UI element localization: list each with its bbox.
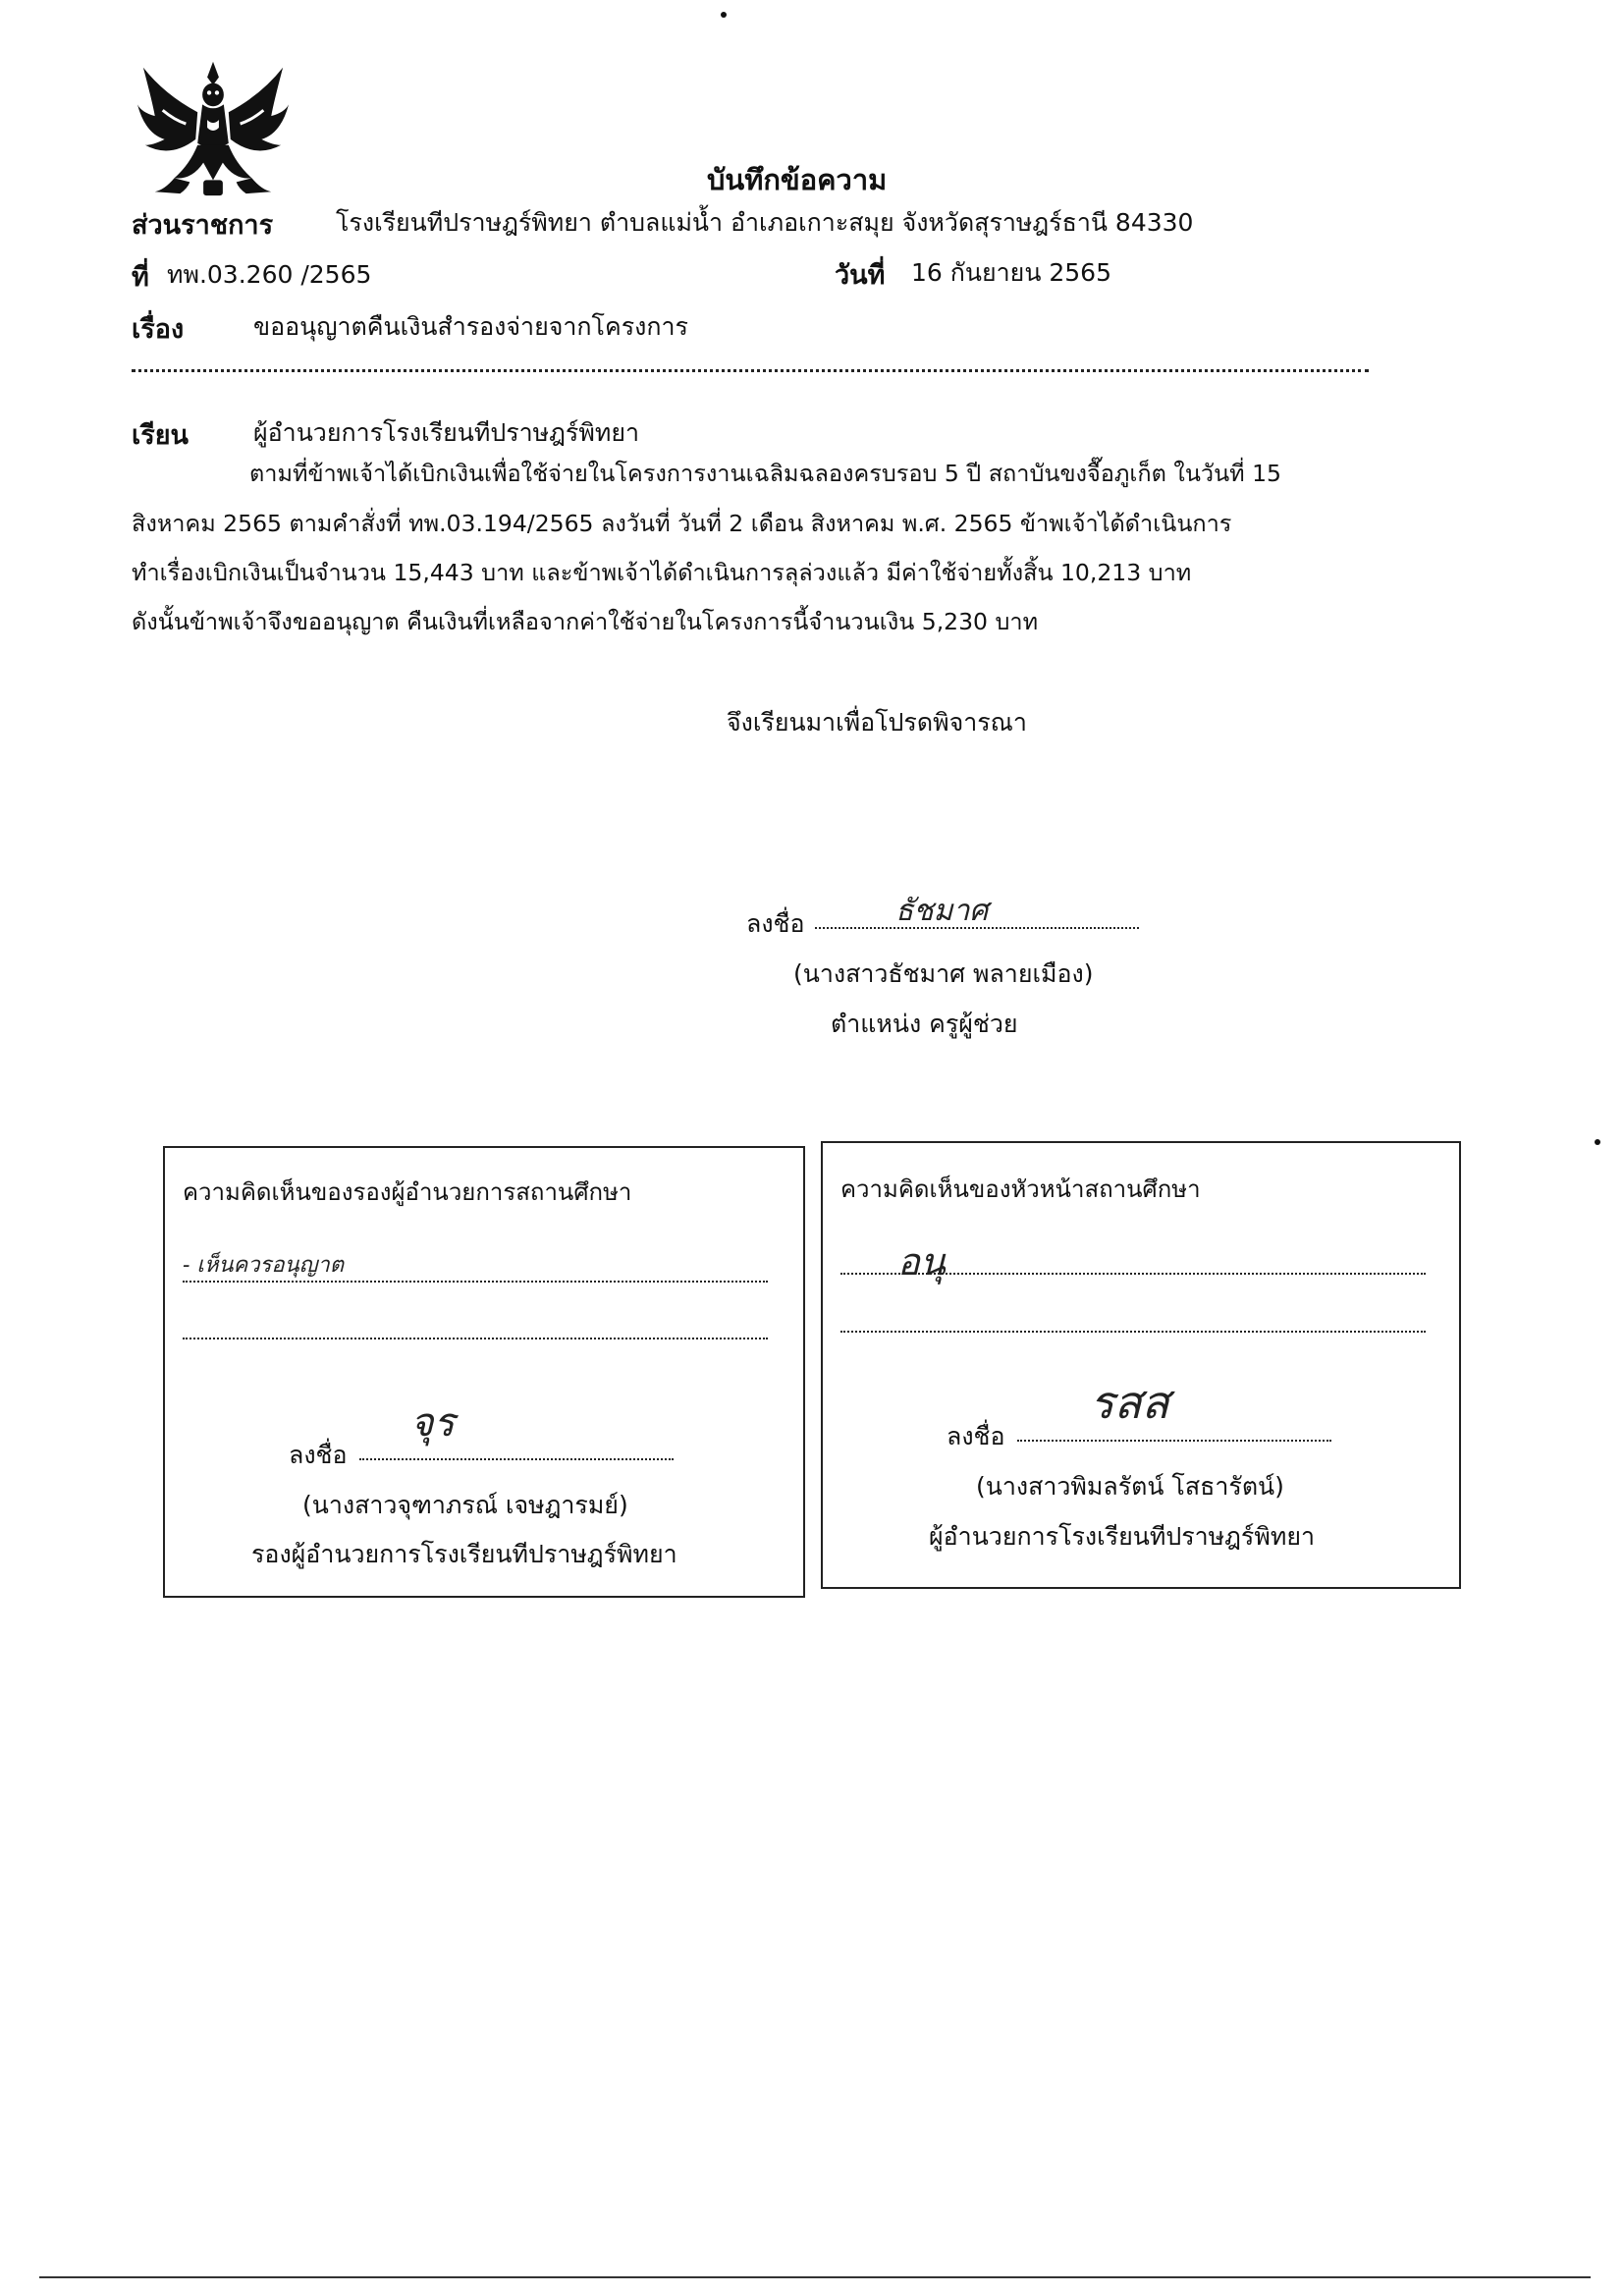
- ref-value: ทพ.03.260 /2565: [167, 260, 372, 289]
- to-value: ผู้อำนวยการโรงเรียนทีปราษฎร์พิทยา: [253, 418, 640, 447]
- head-comment-line: [840, 1331, 1426, 1333]
- head-sign-label: ลงชื่อ: [947, 1422, 1005, 1450]
- signer-signature: ธัชมาศ: [895, 894, 989, 928]
- scan-speck: [1595, 1139, 1600, 1145]
- head-sign-line: [1017, 1440, 1331, 1442]
- bottom-scan-line: [39, 2276, 1591, 2278]
- subject-value: ขออนุญาตคืนเงินสำรองจ่ายจากโครงการ: [253, 312, 688, 341]
- deputy-comment-line: [183, 1281, 768, 1283]
- body-line: ดังนั้นข้าพเจ้าจึงขออนุญาต คืนเงินที่เหลือจากค่าใช้จ่ายในโครงการนี้จำนวนเงิน 5,230 บาท: [132, 608, 1039, 635]
- head-opinion-heading: ความคิดเห็นของหัวหน้าสถานศึกษา: [840, 1175, 1201, 1203]
- signer-sign-label: ลงชื่อ: [746, 909, 805, 938]
- head-comment: อนุ: [897, 1240, 946, 1284]
- agency-label: ส่วนราชการ: [132, 210, 274, 241]
- subject-label: เรื่อง: [132, 314, 185, 345]
- deputy-sign-line: [359, 1458, 674, 1460]
- deputy-comment-line: [183, 1338, 768, 1339]
- deputy-position: รองผู้อำนวยการโรงเรียนทีปราษฎร์พิทยา: [251, 1540, 677, 1568]
- head-signature: รสส: [1090, 1376, 1169, 1429]
- date-label: วันที่: [835, 260, 886, 291]
- deputy-sign-label: ลงชื่อ: [289, 1441, 348, 1469]
- deputy-name: (นางสาวจุฑาภรณ์ เจษฎารมย์): [302, 1491, 628, 1519]
- scan-speck: [721, 12, 727, 18]
- deputy-signature: จุร: [410, 1400, 455, 1446]
- signer-name: (นางสาวธัชมาศ พลายเมือง): [793, 959, 1094, 988]
- signer-position: ตำแหน่ง ครูผู้ช่วย: [831, 1010, 1018, 1038]
- garuda-emblem-icon: [135, 55, 291, 202]
- header-divider: [132, 369, 1369, 372]
- memo-title: บันทึกข้อความ: [707, 163, 888, 196]
- to-label: เรียน: [132, 420, 189, 451]
- deputy-opinion-box: [163, 1146, 805, 1598]
- body-line: ทำเรื่องเบิกเงินเป็นจำนวน 15,443 บาท และข้าพเจ้าได้ดำเนินการลุล่วงแล้ว มีค่าใช้จ่ายทั้งสิ้น 10,213 บาท: [132, 559, 1192, 586]
- head-position: ผู้อำนวยการโรงเรียนทีปราษฎร์พิทยา: [929, 1522, 1316, 1551]
- deputy-opinion-heading: ความคิดเห็นของรองผู้อำนวยการสถานศึกษา: [183, 1178, 632, 1206]
- body-line: สิงหาคม 2565 ตามคำสั่งที่ ทพ.03.194/2565 ลงวันที่ วันที่ 2 เดือน สิงหาคม พ.ศ. 2565 ข้าพเจ้าได้ดำเนินการ: [132, 510, 1232, 537]
- ref-label: ที่: [132, 262, 149, 293]
- body-line: ตามที่ข้าพเจ้าได้เบิกเงินเพื่อใช้จ่ายในโครงการงานเฉลิมฉลองครบรอบ 5 ปี สถาบันขงจื๊อภูเก็ต ในวันที่ 15: [249, 460, 1282, 487]
- agency-value: โรงเรียนทีปราษฎร์พิทยา ตำบลแม่น้ำ อำเภอเกาะสมุย จังหวัดสุราษฎร์ธานี 84330: [336, 208, 1194, 237]
- closing-text: จึงเรียนมาเพื่อโปรดพิจารณา: [727, 708, 1027, 737]
- deputy-comment: - เห็นควรอนุญาต: [183, 1253, 345, 1278]
- date-value: 16 กันยายน 2565: [911, 258, 1111, 287]
- head-name: (นางสาวพิมลรัตน์ โสธารัตน์): [976, 1472, 1284, 1501]
- head-comment-line: [840, 1273, 1426, 1275]
